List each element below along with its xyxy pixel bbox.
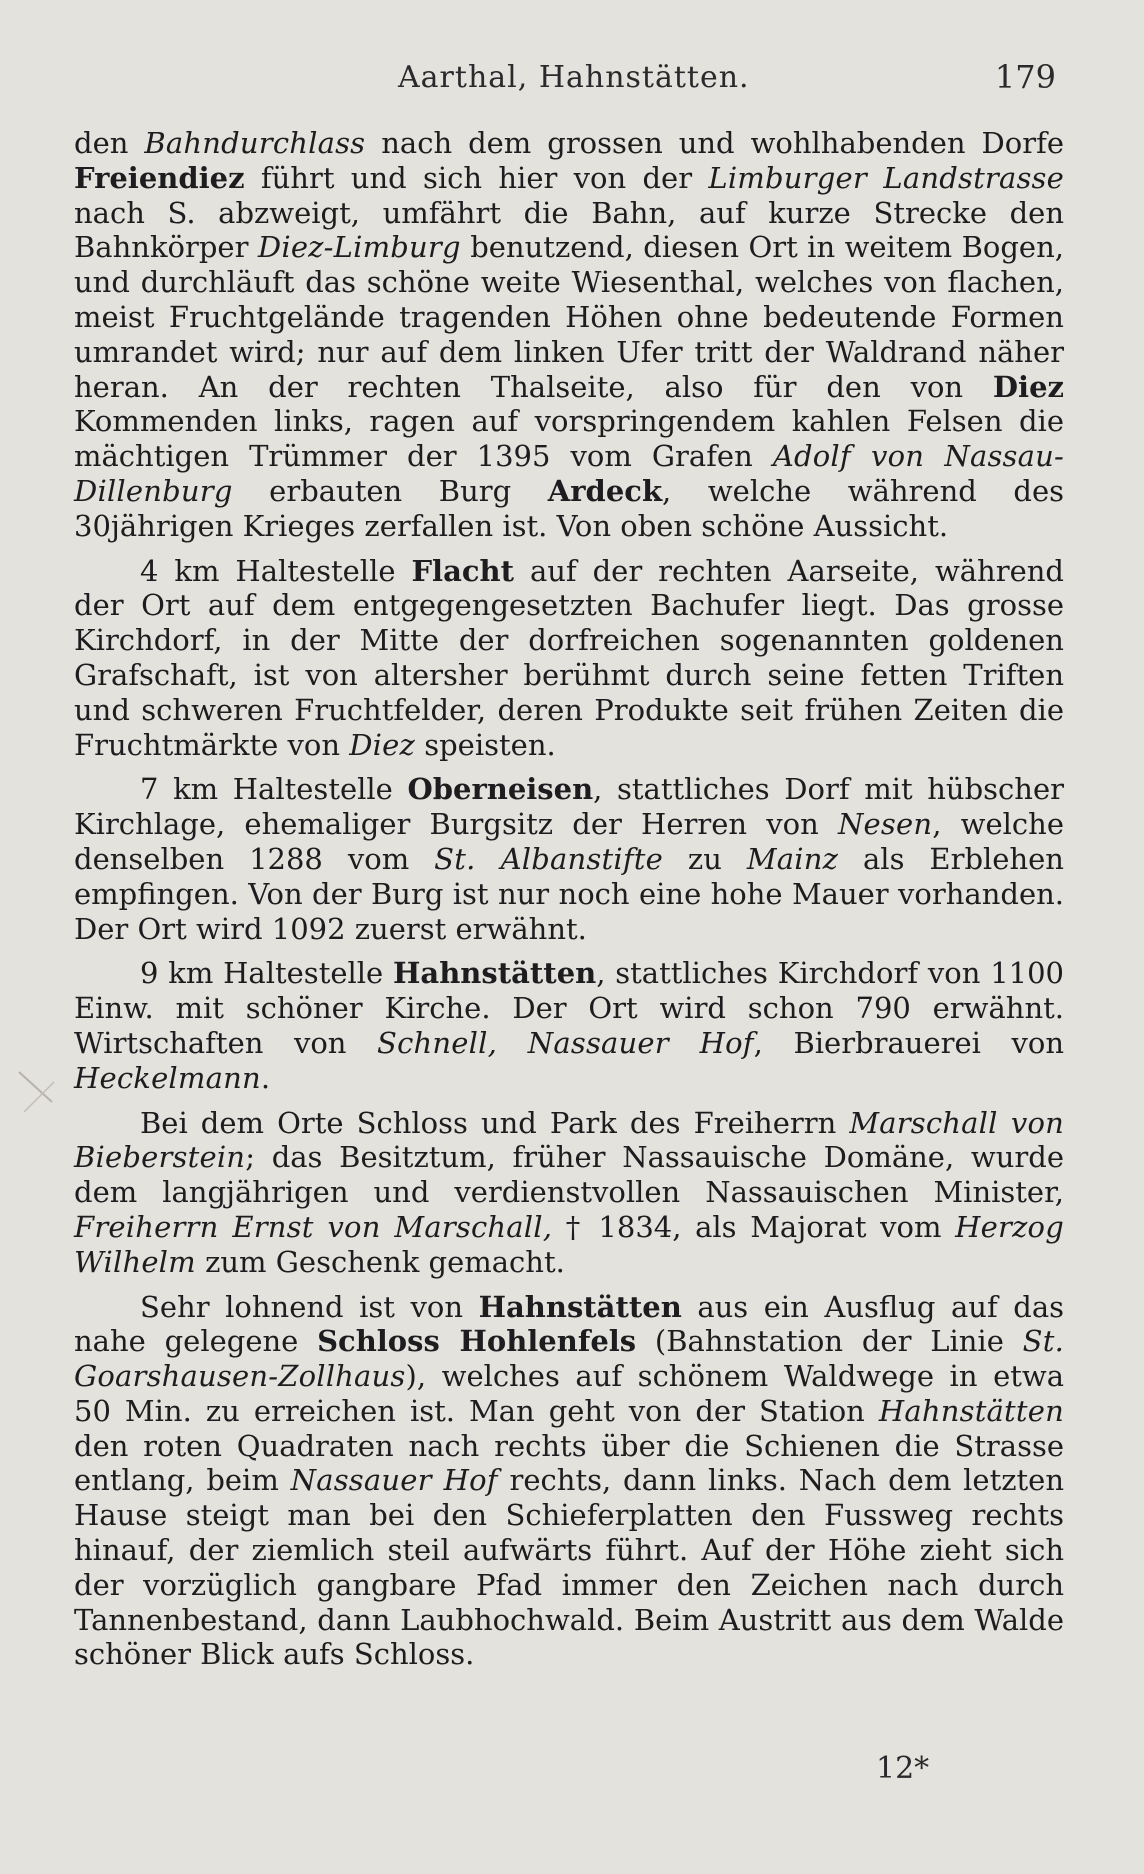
paragraph-schloss-park: Bei dem Orte Schloss und Park des Freiherrn Marschall von Bieberstein; das Besitztum, früher Nassauische Domäne, wurde dem langjährigen und verdienstvollen Nassauischen Minister, Freiherrn Ernst von Marschall, † 1834, als Majorat vom Herzog Wilhelm zum Geschenk gemacht.: [74, 1105, 1064, 1279]
person-name: Herzog Wilhelm: [74, 1209, 1064, 1279]
place-name-bold: Hahnstätten: [478, 1289, 682, 1324]
place-name-bold: Schloss Hohlenfels: [317, 1324, 637, 1359]
place-name-bold: Diez: [992, 369, 1064, 404]
place-name-bold: Oberneisen: [407, 772, 594, 807]
place-name: Diez: [349, 727, 416, 762]
paragraph-flacht: 4 km Haltestelle Flacht auf der rechten Aarseite, während der Ort auf dem entgegengesetzten Bachufer liegt. Das grosse Kirchdorf, in der Mitte der dorfreichen sogenannten goldenen Grafschaft, ist von altersher berühmt durch seine fetten Triften und schweren Fruchtfelder, deren Produkte seit frühen Zeiten die Fruchtmärkte von Diez speisten.: [74, 553, 1064, 762]
place-name-bold: Ardeck: [547, 473, 663, 508]
page-number: 179: [994, 58, 1056, 96]
person-name: Nesen: [837, 807, 933, 842]
paragraph-oberneisen: 7 km Haltestelle Oberneisen, stattliches Dorf mit hübscher Kirchlage, ehemaliger Burgsitz der Herren von Nesen, welche denselben 1288 vom St. Albanstifte zu Mainz als Erblehen empfingen. Von der Burg ist nur noch eine hohe Mauer vorhanden. Der Ort wird 1092 zuerst erwähnt.: [74, 772, 1065, 946]
paragraph-hahnstaetten: 9 km Haltestelle Hahnstätten, stattliches Kirchdorf von 1100 Einw. mit schöner Kirche. Der Ort wird schon 790 erwähnt. Wirtschaften von Schnell, Nassauer Hof, Bierbrauerei von Heckelmann.: [74, 956, 1064, 1095]
place-name: Bahndurchlass: [144, 126, 366, 160]
body-text: [74, 126, 1064, 1672]
pencil-mark-icon: [14, 1062, 74, 1122]
inn-name: Nassauer Hof: [290, 1463, 498, 1498]
paragraph-hohlenfels: Sehr lohnend ist von Hahnstätten aus ein Ausflug auf das nahe gelegene Schloss Hohlenfels (Bahnstation der Linie St. Goarshausen-Zollhaus), welches auf schönem Waldwege in etwa 50 Min. zu erreichen ist. Man geht von der Station Hahnstätten den roten Quadraten nach rechts über die Schienen die Strasse entlang, beim Nassauer Hof rechts, dann links. Nach dem letzten Hause steigt man bei den Schieferplatten den Fussweg rechts hinauf, der ziemlich steil aufwärts führt. Auf der Höhe zieht sich der vorzüglich gangbare Pfad immer den Zeichen nach durch Tannenbestand, dann Laubhochwald. Beim Austritt aus dem Walde schöner Blick aufs Schloss.: [74, 1289, 1064, 1672]
place-name-bold: Flacht: [411, 553, 515, 588]
place-name: St. Albanstifte: [434, 841, 663, 876]
railway-line: St. Goarshausen-Zollhaus: [74, 1324, 1064, 1394]
place-name-bold: Hahnstätten: [393, 956, 597, 991]
place-name: Hahnstätten: [878, 1393, 1064, 1428]
person-name: Heckelmann: [74, 1060, 261, 1095]
person-name: Adolf von Nassau-Dillenburg: [74, 439, 1064, 508]
running-head: Aarthal, Hahnstätten.: [398, 60, 750, 95]
place-name: Limburger Landstrasse: [708, 160, 1065, 195]
place-name: Diez-Limburg: [257, 230, 461, 265]
place-name: Mainz: [746, 841, 839, 876]
person-name: Marschall von Bieberstein: [74, 1105, 1064, 1175]
inn-name: Schnell, Nassauer Hof: [377, 1025, 754, 1060]
paragraph-aardeck: den Bahndurchlass nach dem grossen und wohlhabenden Dorfe Freiendiez führt und sich hier von der Limburger Landstrasse nach S. abzweigt, umfährt die Bahn, auf kurze Strecke den Bahnkörper Diez-Limburg benutzend, diesen Ort in weitem Bogen, und durchläuft das schöne weite Wiesenthal, welches von flachen, meist Fruchtgelände tragenden Höhen ohne bedeutende Formen umrandet wird; nur auf dem linken Ufer tritt der Waldrand näher heran. An der rechten Thalseite, also für den von Diez Kommenden links, ragen auf vorspringendem kahlen Felsen die mächtigen Trümmer der 1395 vom Grafen Adolf von Nassau-Dillenburg erbauten Burg Ardeck, welche während des 30jährigen Krieges zerfallen ist. Von oben schöne Aussicht.: [74, 126, 1065, 543]
place-name-bold: Freiendiez: [74, 160, 245, 195]
signature-mark: 12*: [876, 1751, 930, 1786]
person-name: Freiherrn Ernst von Marschall,: [74, 1209, 553, 1244]
